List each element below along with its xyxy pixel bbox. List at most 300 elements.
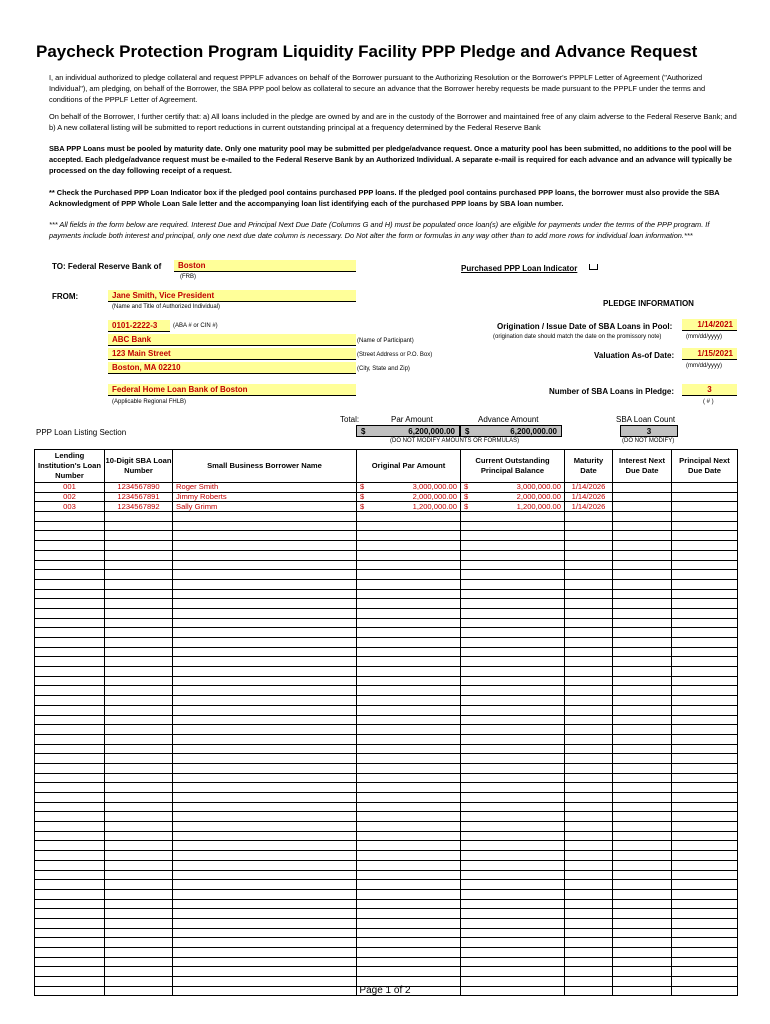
maturity-date-cell[interactable] [565, 841, 613, 851]
table-row[interactable] [35, 541, 738, 551]
interest-next-due-cell[interactable] [613, 550, 672, 560]
sba-loan-number-cell[interactable] [105, 570, 173, 580]
outstanding-balance-cell[interactable] [461, 948, 565, 958]
principal-next-due-cell[interactable] [672, 802, 738, 812]
principal-next-due-cell[interactable] [672, 928, 738, 938]
borrower-name-cell[interactable] [173, 880, 357, 890]
table-row[interactable] [35, 909, 738, 919]
original-par-cell[interactable] [357, 521, 461, 531]
principal-next-due-cell[interactable] [672, 754, 738, 764]
interest-next-due-cell[interactable] [613, 502, 672, 512]
outstanding-balance-cell[interactable] [461, 560, 565, 570]
table-row[interactable] [35, 802, 738, 812]
table-row[interactable] [35, 686, 738, 696]
borrower-name-cell[interactable] [173, 841, 357, 851]
principal-next-due-cell[interactable] [672, 647, 738, 657]
interest-next-due-cell[interactable] [613, 841, 672, 851]
sba-loan-number-cell[interactable] [105, 628, 173, 638]
original-par-cell[interactable] [357, 686, 461, 696]
original-par-cell[interactable] [357, 783, 461, 793]
principal-next-due-cell[interactable] [672, 638, 738, 648]
sba-loan-number-cell[interactable] [105, 531, 173, 541]
original-par-cell[interactable] [357, 657, 461, 667]
outstanding-balance-cell[interactable] [461, 860, 565, 870]
principal-next-due-cell[interactable] [672, 822, 738, 832]
lender-loan-number-cell[interactable] [35, 579, 105, 589]
original-par-cell[interactable] [357, 812, 461, 822]
maturity-date-cell[interactable] [565, 608, 613, 618]
original-par-cell[interactable] [357, 667, 461, 677]
borrower-name-cell[interactable]: Sally Grimm [173, 502, 357, 512]
interest-next-due-cell[interactable] [613, 802, 672, 812]
outstanding-balance-cell[interactable] [461, 541, 565, 551]
table-row[interactable] [35, 841, 738, 851]
lender-loan-number-cell[interactable] [35, 715, 105, 725]
borrower-name-cell[interactable] [173, 899, 357, 909]
interest-next-due-cell[interactable] [613, 599, 672, 609]
sba-loan-number-cell[interactable] [105, 560, 173, 570]
outstanding-balance-cell[interactable] [461, 618, 565, 628]
principal-next-due-cell[interactable] [672, 909, 738, 919]
outstanding-balance-cell[interactable] [461, 763, 565, 773]
interest-next-due-cell[interactable] [613, 948, 672, 958]
sba-loan-number-cell[interactable] [105, 967, 173, 977]
table-row[interactable] [35, 889, 738, 899]
loan-count-field[interactable]: 3 [682, 384, 737, 396]
interest-next-due-cell[interactable] [613, 880, 672, 890]
interest-next-due-cell[interactable] [613, 734, 672, 744]
sba-loan-number-cell[interactable] [105, 541, 173, 551]
sba-loan-number-cell[interactable] [105, 763, 173, 773]
principal-next-due-cell[interactable] [672, 657, 738, 667]
table-row[interactable] [35, 483, 738, 493]
principal-next-due-cell[interactable] [672, 763, 738, 773]
lender-loan-number-cell[interactable]: 002 [35, 492, 105, 502]
principal-next-due-cell[interactable] [672, 696, 738, 706]
outstanding-balance-cell[interactable] [461, 696, 565, 706]
table-row[interactable] [35, 570, 738, 580]
principal-next-due-cell[interactable] [672, 831, 738, 841]
sba-loan-number-cell[interactable] [105, 957, 173, 967]
maturity-date-cell[interactable] [565, 860, 613, 870]
table-row[interactable] [35, 599, 738, 609]
maturity-date-cell[interactable] [565, 638, 613, 648]
borrower-name-cell[interactable] [173, 599, 357, 609]
sba-loan-number-cell[interactable] [105, 773, 173, 783]
principal-next-due-cell[interactable] [672, 899, 738, 909]
interest-next-due-cell[interactable] [613, 909, 672, 919]
original-par-cell[interactable] [357, 638, 461, 648]
interest-next-due-cell[interactable] [613, 783, 672, 793]
lender-loan-number-cell[interactable] [35, 967, 105, 977]
outstanding-balance-cell[interactable] [461, 521, 565, 531]
principal-next-due-cell[interactable] [672, 889, 738, 899]
authorized-individual-field[interactable]: Jane Smith, Vice President [108, 290, 356, 302]
principal-next-due-cell[interactable] [672, 860, 738, 870]
principal-next-due-cell[interactable] [672, 531, 738, 541]
table-row[interactable] [35, 725, 738, 735]
lender-loan-number-cell[interactable] [35, 918, 105, 928]
borrower-name-cell[interactable] [173, 938, 357, 948]
borrower-name-cell[interactable] [173, 783, 357, 793]
fhlb-field[interactable]: Federal Home Loan Bank of Boston [108, 384, 356, 396]
lender-loan-number-cell[interactable] [35, 812, 105, 822]
interest-next-due-cell[interactable] [613, 763, 672, 773]
lender-loan-number-cell[interactable] [35, 696, 105, 706]
interest-next-due-cell[interactable] [613, 957, 672, 967]
interest-next-due-cell[interactable] [613, 860, 672, 870]
maturity-date-cell[interactable] [565, 686, 613, 696]
interest-next-due-cell[interactable] [613, 851, 672, 861]
original-par-cell[interactable] [357, 570, 461, 580]
outstanding-balance-cell[interactable] [461, 802, 565, 812]
borrower-name-cell[interactable] [173, 521, 357, 531]
original-par-cell[interactable] [357, 909, 461, 919]
maturity-date-cell[interactable] [565, 812, 613, 822]
lender-loan-number-cell[interactable] [35, 928, 105, 938]
lender-loan-number-cell[interactable] [35, 521, 105, 531]
interest-next-due-cell[interactable] [613, 899, 672, 909]
table-row[interactable] [35, 851, 738, 861]
principal-next-due-cell[interactable] [672, 599, 738, 609]
original-par-cell[interactable] [357, 948, 461, 958]
interest-next-due-cell[interactable] [613, 521, 672, 531]
maturity-date-cell[interactable] [565, 676, 613, 686]
table-row[interactable] [35, 531, 738, 541]
table-row[interactable] [35, 550, 738, 560]
original-par-cell[interactable] [357, 512, 461, 522]
sba-loan-number-cell[interactable] [105, 754, 173, 764]
principal-next-due-cell[interactable] [672, 483, 738, 493]
original-par-cell[interactable] [357, 541, 461, 551]
original-par-cell[interactable] [357, 822, 461, 832]
table-row[interactable] [35, 860, 738, 870]
lender-loan-number-cell[interactable] [35, 880, 105, 890]
lender-loan-number-cell[interactable] [35, 638, 105, 648]
interest-next-due-cell[interactable] [613, 870, 672, 880]
lender-loan-number-cell[interactable] [35, 822, 105, 832]
maturity-date-cell[interactable] [565, 938, 613, 948]
lender-loan-number-cell[interactable] [35, 628, 105, 638]
outstanding-balance-cell[interactable] [461, 599, 565, 609]
aba-field[interactable]: 0101-2222-3 [108, 320, 170, 332]
maturity-date-cell[interactable] [565, 541, 613, 551]
lender-loan-number-cell[interactable] [35, 725, 105, 735]
origination-date-field[interactable]: 1/14/2021 [682, 319, 737, 331]
principal-next-due-cell[interactable] [672, 618, 738, 628]
sba-loan-number-cell[interactable] [105, 618, 173, 628]
outstanding-balance-cell[interactable] [461, 918, 565, 928]
borrower-name-cell[interactable] [173, 909, 357, 919]
maturity-date-cell[interactable] [565, 754, 613, 764]
original-par-cell[interactable] [357, 715, 461, 725]
sba-loan-number-cell[interactable] [105, 734, 173, 744]
lender-loan-number-cell[interactable] [35, 802, 105, 812]
sba-loan-number-cell[interactable] [105, 715, 173, 725]
outstanding-balance-cell[interactable] [461, 705, 565, 715]
table-row[interactable] [35, 899, 738, 909]
borrower-name-cell[interactable] [173, 754, 357, 764]
sba-loan-number-cell[interactable] [105, 579, 173, 589]
maturity-date-cell[interactable] [565, 599, 613, 609]
original-par-cell[interactable] [357, 725, 461, 735]
lender-loan-number-cell[interactable] [35, 541, 105, 551]
borrower-name-cell[interactable] [173, 638, 357, 648]
interest-next-due-cell[interactable] [613, 705, 672, 715]
table-row[interactable] [35, 870, 738, 880]
sba-loan-number-cell[interactable] [105, 822, 173, 832]
lender-loan-number-cell[interactable] [35, 686, 105, 696]
original-par-cell[interactable] [357, 560, 461, 570]
interest-next-due-cell[interactable] [613, 608, 672, 618]
lender-loan-number-cell[interactable] [35, 831, 105, 841]
principal-next-due-cell[interactable] [672, 870, 738, 880]
outstanding-balance-cell[interactable] [461, 841, 565, 851]
sba-loan-number-cell[interactable] [105, 667, 173, 677]
outstanding-balance-cell[interactable] [461, 812, 565, 822]
interest-next-due-cell[interactable] [613, 686, 672, 696]
outstanding-balance-cell[interactable] [461, 589, 565, 599]
table-row[interactable] [35, 793, 738, 803]
maturity-date-cell[interactable] [565, 734, 613, 744]
table-row[interactable] [35, 948, 738, 958]
sba-loan-number-cell[interactable] [105, 948, 173, 958]
lender-loan-number-cell[interactable]: 003 [35, 502, 105, 512]
outstanding-balance-cell[interactable] [461, 725, 565, 735]
lender-loan-number-cell[interactable] [35, 773, 105, 783]
lender-loan-number-cell[interactable] [35, 647, 105, 657]
borrower-name-cell[interactable] [173, 570, 357, 580]
table-row[interactable] [35, 676, 738, 686]
sba-loan-number-cell[interactable] [105, 880, 173, 890]
outstanding-balance-cell[interactable] [461, 734, 565, 744]
maturity-date-cell[interactable] [565, 560, 613, 570]
outstanding-balance-cell[interactable] [461, 754, 565, 764]
interest-next-due-cell[interactable] [613, 579, 672, 589]
table-row[interactable] [35, 967, 738, 977]
table-row[interactable] [35, 521, 738, 531]
interest-next-due-cell[interactable] [613, 628, 672, 638]
lender-loan-number-cell[interactable] [35, 783, 105, 793]
lender-loan-number-cell[interactable] [35, 608, 105, 618]
lender-loan-number-cell[interactable] [35, 793, 105, 803]
maturity-date-cell[interactable] [565, 831, 613, 841]
lender-loan-number-cell[interactable] [35, 531, 105, 541]
maturity-date-cell[interactable] [565, 822, 613, 832]
sba-loan-number-cell[interactable] [105, 676, 173, 686]
outstanding-balance-cell[interactable] [461, 647, 565, 657]
outstanding-balance-cell[interactable] [461, 638, 565, 648]
maturity-date-cell[interactable] [565, 550, 613, 560]
interest-next-due-cell[interactable] [613, 676, 672, 686]
borrower-name-cell[interactable] [173, 608, 357, 618]
sba-loan-number-cell[interactable] [105, 686, 173, 696]
outstanding-balance-cell[interactable] [461, 550, 565, 560]
outstanding-balance-cell[interactable] [461, 676, 565, 686]
sba-loan-number-cell[interactable] [105, 657, 173, 667]
outstanding-balance-cell[interactable] [461, 851, 565, 861]
table-row[interactable] [35, 715, 738, 725]
maturity-date-cell[interactable] [565, 899, 613, 909]
sba-loan-number-cell[interactable] [105, 793, 173, 803]
maturity-date-cell[interactable] [565, 705, 613, 715]
original-par-cell[interactable] [357, 589, 461, 599]
interest-next-due-cell[interactable] [613, 492, 672, 502]
original-par-cell[interactable] [357, 492, 461, 502]
original-par-cell[interactable] [357, 793, 461, 803]
borrower-name-cell[interactable] [173, 851, 357, 861]
table-row[interactable] [35, 783, 738, 793]
original-par-cell[interactable] [357, 918, 461, 928]
borrower-name-cell[interactable] [173, 696, 357, 706]
principal-next-due-cell[interactable] [672, 579, 738, 589]
interest-next-due-cell[interactable] [613, 773, 672, 783]
sba-loan-number-cell[interactable] [105, 725, 173, 735]
maturity-date-cell[interactable] [565, 667, 613, 677]
table-row[interactable] [35, 512, 738, 522]
interest-next-due-cell[interactable] [613, 744, 672, 754]
original-par-cell[interactable] [357, 899, 461, 909]
maturity-date-cell[interactable] [565, 793, 613, 803]
maturity-date-cell[interactable] [565, 570, 613, 580]
borrower-name-cell[interactable] [173, 657, 357, 667]
sba-loan-number-cell[interactable] [105, 599, 173, 609]
borrower-name-cell[interactable] [173, 763, 357, 773]
principal-next-due-cell[interactable] [672, 570, 738, 580]
outstanding-balance-cell[interactable] [461, 880, 565, 890]
lender-loan-number-cell[interactable] [35, 909, 105, 919]
borrower-name-cell[interactable] [173, 793, 357, 803]
maturity-date-cell[interactable] [565, 967, 613, 977]
lender-loan-number-cell[interactable] [35, 851, 105, 861]
sba-loan-number-cell[interactable] [105, 889, 173, 899]
frb-field[interactable]: Boston [174, 260, 356, 272]
original-par-cell[interactable] [357, 928, 461, 938]
original-par-cell[interactable] [357, 938, 461, 948]
principal-next-due-cell[interactable] [672, 744, 738, 754]
interest-next-due-cell[interactable] [613, 667, 672, 677]
interest-next-due-cell[interactable] [613, 512, 672, 522]
sba-loan-number-cell[interactable] [105, 899, 173, 909]
lender-loan-number-cell[interactable] [35, 657, 105, 667]
sba-loan-number-cell[interactable] [105, 812, 173, 822]
original-par-cell[interactable] [357, 744, 461, 754]
interest-next-due-cell[interactable] [613, 541, 672, 551]
table-row[interactable] [35, 618, 738, 628]
sba-loan-number-cell[interactable] [105, 647, 173, 657]
borrower-name-cell[interactable] [173, 870, 357, 880]
maturity-date-cell[interactable] [565, 521, 613, 531]
sba-loan-number-cell[interactable] [105, 928, 173, 938]
borrower-name-cell[interactable] [173, 773, 357, 783]
purchased-indicator-checkbox[interactable] [589, 264, 598, 270]
borrower-name-cell[interactable] [173, 560, 357, 570]
borrower-name-cell[interactable] [173, 831, 357, 841]
original-par-cell[interactable] [357, 502, 461, 512]
table-row[interactable] [35, 608, 738, 618]
outstanding-balance-cell[interactable] [461, 870, 565, 880]
interest-next-due-cell[interactable] [613, 589, 672, 599]
interest-next-due-cell[interactable] [613, 725, 672, 735]
interest-next-due-cell[interactable] [613, 715, 672, 725]
principal-next-due-cell[interactable] [672, 841, 738, 851]
maturity-date-cell[interactable] [565, 512, 613, 522]
lender-loan-number-cell[interactable] [35, 841, 105, 851]
principal-next-due-cell[interactable] [672, 793, 738, 803]
principal-next-due-cell[interactable] [672, 502, 738, 512]
borrower-name-cell[interactable]: Jimmy Roberts [173, 492, 357, 502]
interest-next-due-cell[interactable] [613, 618, 672, 628]
lender-loan-number-cell[interactable] [35, 570, 105, 580]
outstanding-balance-cell[interactable] [461, 967, 565, 977]
interest-next-due-cell[interactable] [613, 754, 672, 764]
sba-loan-number-cell[interactable] [105, 802, 173, 812]
borrower-name-cell[interactable] [173, 744, 357, 754]
outstanding-balance-cell[interactable] [461, 744, 565, 754]
maturity-date-cell[interactable] [565, 763, 613, 773]
principal-next-due-cell[interactable] [672, 880, 738, 890]
sba-loan-number-cell[interactable] [105, 918, 173, 928]
original-par-cell[interactable] [357, 860, 461, 870]
maturity-date-cell[interactable] [565, 880, 613, 890]
sba-loan-number-cell[interactable] [105, 744, 173, 754]
original-par-cell[interactable] [357, 608, 461, 618]
borrower-name-cell[interactable] [173, 889, 357, 899]
principal-next-due-cell[interactable] [672, 948, 738, 958]
maturity-date-cell[interactable] [565, 715, 613, 725]
lender-loan-number-cell[interactable] [35, 734, 105, 744]
outstanding-balance-cell[interactable] [461, 831, 565, 841]
sba-loan-number-cell[interactable] [105, 512, 173, 522]
outstanding-balance-cell[interactable] [461, 492, 565, 502]
lender-loan-number-cell[interactable] [35, 512, 105, 522]
borrower-name-cell[interactable] [173, 918, 357, 928]
maturity-date-cell[interactable] [565, 579, 613, 589]
table-row[interactable] [35, 763, 738, 773]
principal-next-due-cell[interactable] [672, 967, 738, 977]
sba-loan-number-cell[interactable]: 1234567892 [105, 502, 173, 512]
maturity-date-cell[interactable] [565, 647, 613, 657]
maturity-date-cell[interactable] [565, 618, 613, 628]
maturity-date-cell[interactable]: 1/14/2026 [565, 502, 613, 512]
maturity-date-cell[interactable] [565, 957, 613, 967]
table-row[interactable] [35, 502, 738, 512]
borrower-name-cell[interactable] [173, 647, 357, 657]
table-row[interactable] [35, 831, 738, 841]
interest-next-due-cell[interactable] [613, 928, 672, 938]
maturity-date-cell[interactable] [565, 889, 613, 899]
principal-next-due-cell[interactable] [672, 492, 738, 502]
borrower-name-cell[interactable] [173, 550, 357, 560]
lender-loan-number-cell[interactable] [35, 599, 105, 609]
sba-loan-number-cell[interactable] [105, 608, 173, 618]
maturity-date-cell[interactable] [565, 802, 613, 812]
maturity-date-cell[interactable] [565, 851, 613, 861]
maturity-date-cell[interactable] [565, 657, 613, 667]
principal-next-due-cell[interactable] [672, 628, 738, 638]
principal-next-due-cell[interactable] [672, 734, 738, 744]
table-row[interactable] [35, 744, 738, 754]
principal-next-due-cell[interactable] [672, 667, 738, 677]
sba-loan-number-cell[interactable] [105, 638, 173, 648]
principal-next-due-cell[interactable] [672, 589, 738, 599]
principal-next-due-cell[interactable] [672, 957, 738, 967]
table-row[interactable] [35, 938, 738, 948]
interest-next-due-cell[interactable] [613, 483, 672, 493]
outstanding-balance-cell[interactable] [461, 889, 565, 899]
principal-next-due-cell[interactable] [672, 608, 738, 618]
borrower-name-cell[interactable] [173, 860, 357, 870]
